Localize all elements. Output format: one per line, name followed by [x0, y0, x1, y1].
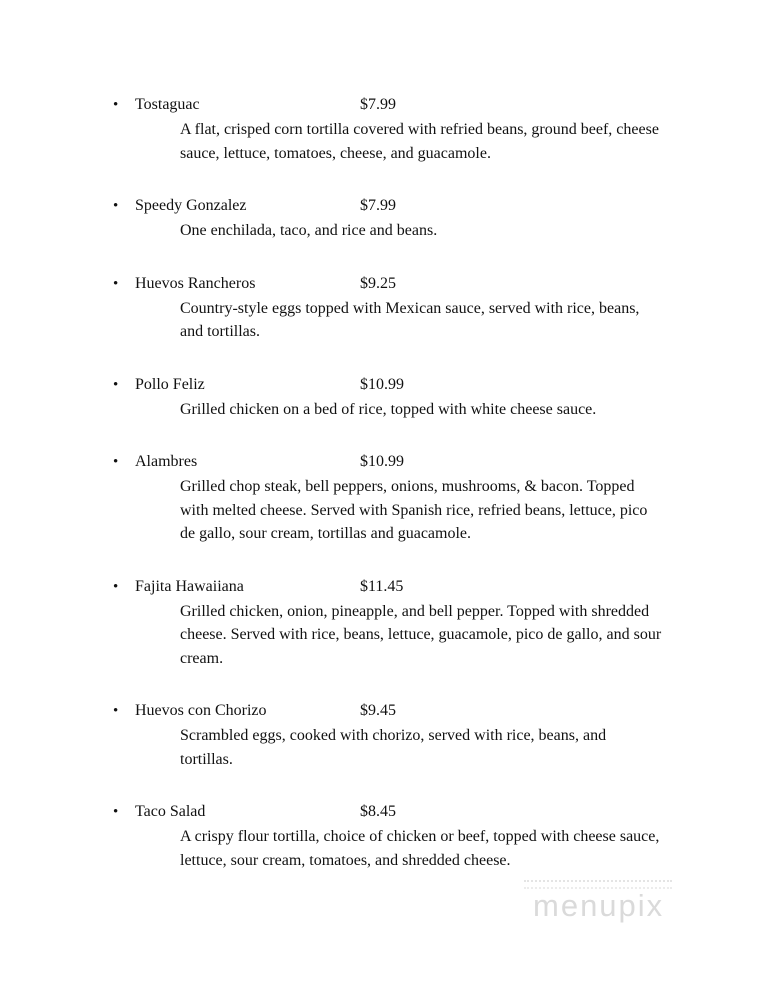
bullet-icon: • [113, 804, 119, 820]
menupix-watermark: menupix [533, 888, 665, 923]
menu-item [113, 450, 768, 546]
bullet-icon: • [113, 97, 119, 113]
item-name: Pollo Feliz [135, 375, 205, 393]
menu-item-header [113, 194, 768, 219]
menu-item-header [113, 800, 768, 825]
item-price: $10.99 [360, 453, 404, 470]
item-name: Fajita Hawaiiana [135, 577, 244, 595]
item-name: Tostaguac [135, 96, 200, 113]
item-price: $10.99 [360, 375, 404, 393]
menu-item [113, 272, 768, 344]
item-description: Grilled chicken on a bed of rice, topped with white cheese sauce. [180, 400, 597, 418]
item-description: Grilled chicken, onion, pineapple, and bell pepper. Topped with shredded cheese. Served with rice, beans, lettuce, guacamole, pico de gallo, and sour cream. [180, 602, 662, 667]
item-description: A flat, crisped corn tortilla covered with refried beans, ground beef, cheese sauce, lettuce, tomatoes, cheese, and guacamole. [180, 121, 659, 162]
menu-item-header [113, 575, 768, 600]
item-price: $8.45 [360, 803, 396, 820]
watermark-dots-decoration [524, 880, 672, 882]
menu-item-header [113, 699, 768, 724]
menu-item [113, 373, 768, 422]
item-name: Huevos con Chorizo [135, 702, 267, 719]
menu-item [113, 800, 768, 872]
item-description: A crispy flour tortilla, choice of chicken or beef, topped with cheese sauce, lettuce, sour cream, tomatoes, and shredded cheese. [180, 828, 660, 869]
bullet-icon: • [113, 275, 119, 292]
menu-page [113, 93, 768, 901]
menu-item [113, 575, 768, 671]
menu-item [113, 699, 768, 771]
bullet-icon: • [113, 454, 119, 470]
item-description: Country-style eggs topped with Mexican sauce, served with rice, beans, and tortillas. [180, 299, 640, 340]
menu-item-header [113, 373, 768, 398]
item-price: $9.45 [360, 702, 396, 719]
menu-item [113, 194, 768, 243]
item-price: $11.45 [360, 577, 404, 595]
item-price: $7.99 [360, 197, 396, 214]
bullet-icon: • [113, 703, 119, 719]
menu-item [113, 93, 768, 165]
menu-item-header [113, 450, 768, 475]
bullet-icon: • [113, 198, 119, 214]
item-price: $7.99 [360, 96, 396, 113]
item-description: Scrambled eggs, cooked with chorizo, served with rice, beans, and tortillas. [180, 727, 607, 768]
item-name: Speedy Gonzalez [135, 197, 247, 214]
item-name: Alambres [135, 453, 198, 470]
item-description: One enchilada, taco, and rice and beans. [180, 222, 438, 239]
menu-item-header [113, 93, 768, 118]
bullet-icon: • [113, 376, 119, 393]
item-description: Grilled chop steak, bell peppers, onions, mushrooms, & bacon. Topped with melted cheese. Served with Spanish rice, refried beans, lettuce, pico de gallo, sour cream, tortillas and guacamole. [180, 478, 648, 542]
item-name: Taco Salad [135, 803, 206, 820]
item-price: $9.25 [360, 274, 396, 292]
menu-item-header [113, 272, 768, 297]
item-name: Huevos Rancheros [135, 274, 256, 292]
bullet-icon: • [113, 578, 119, 595]
